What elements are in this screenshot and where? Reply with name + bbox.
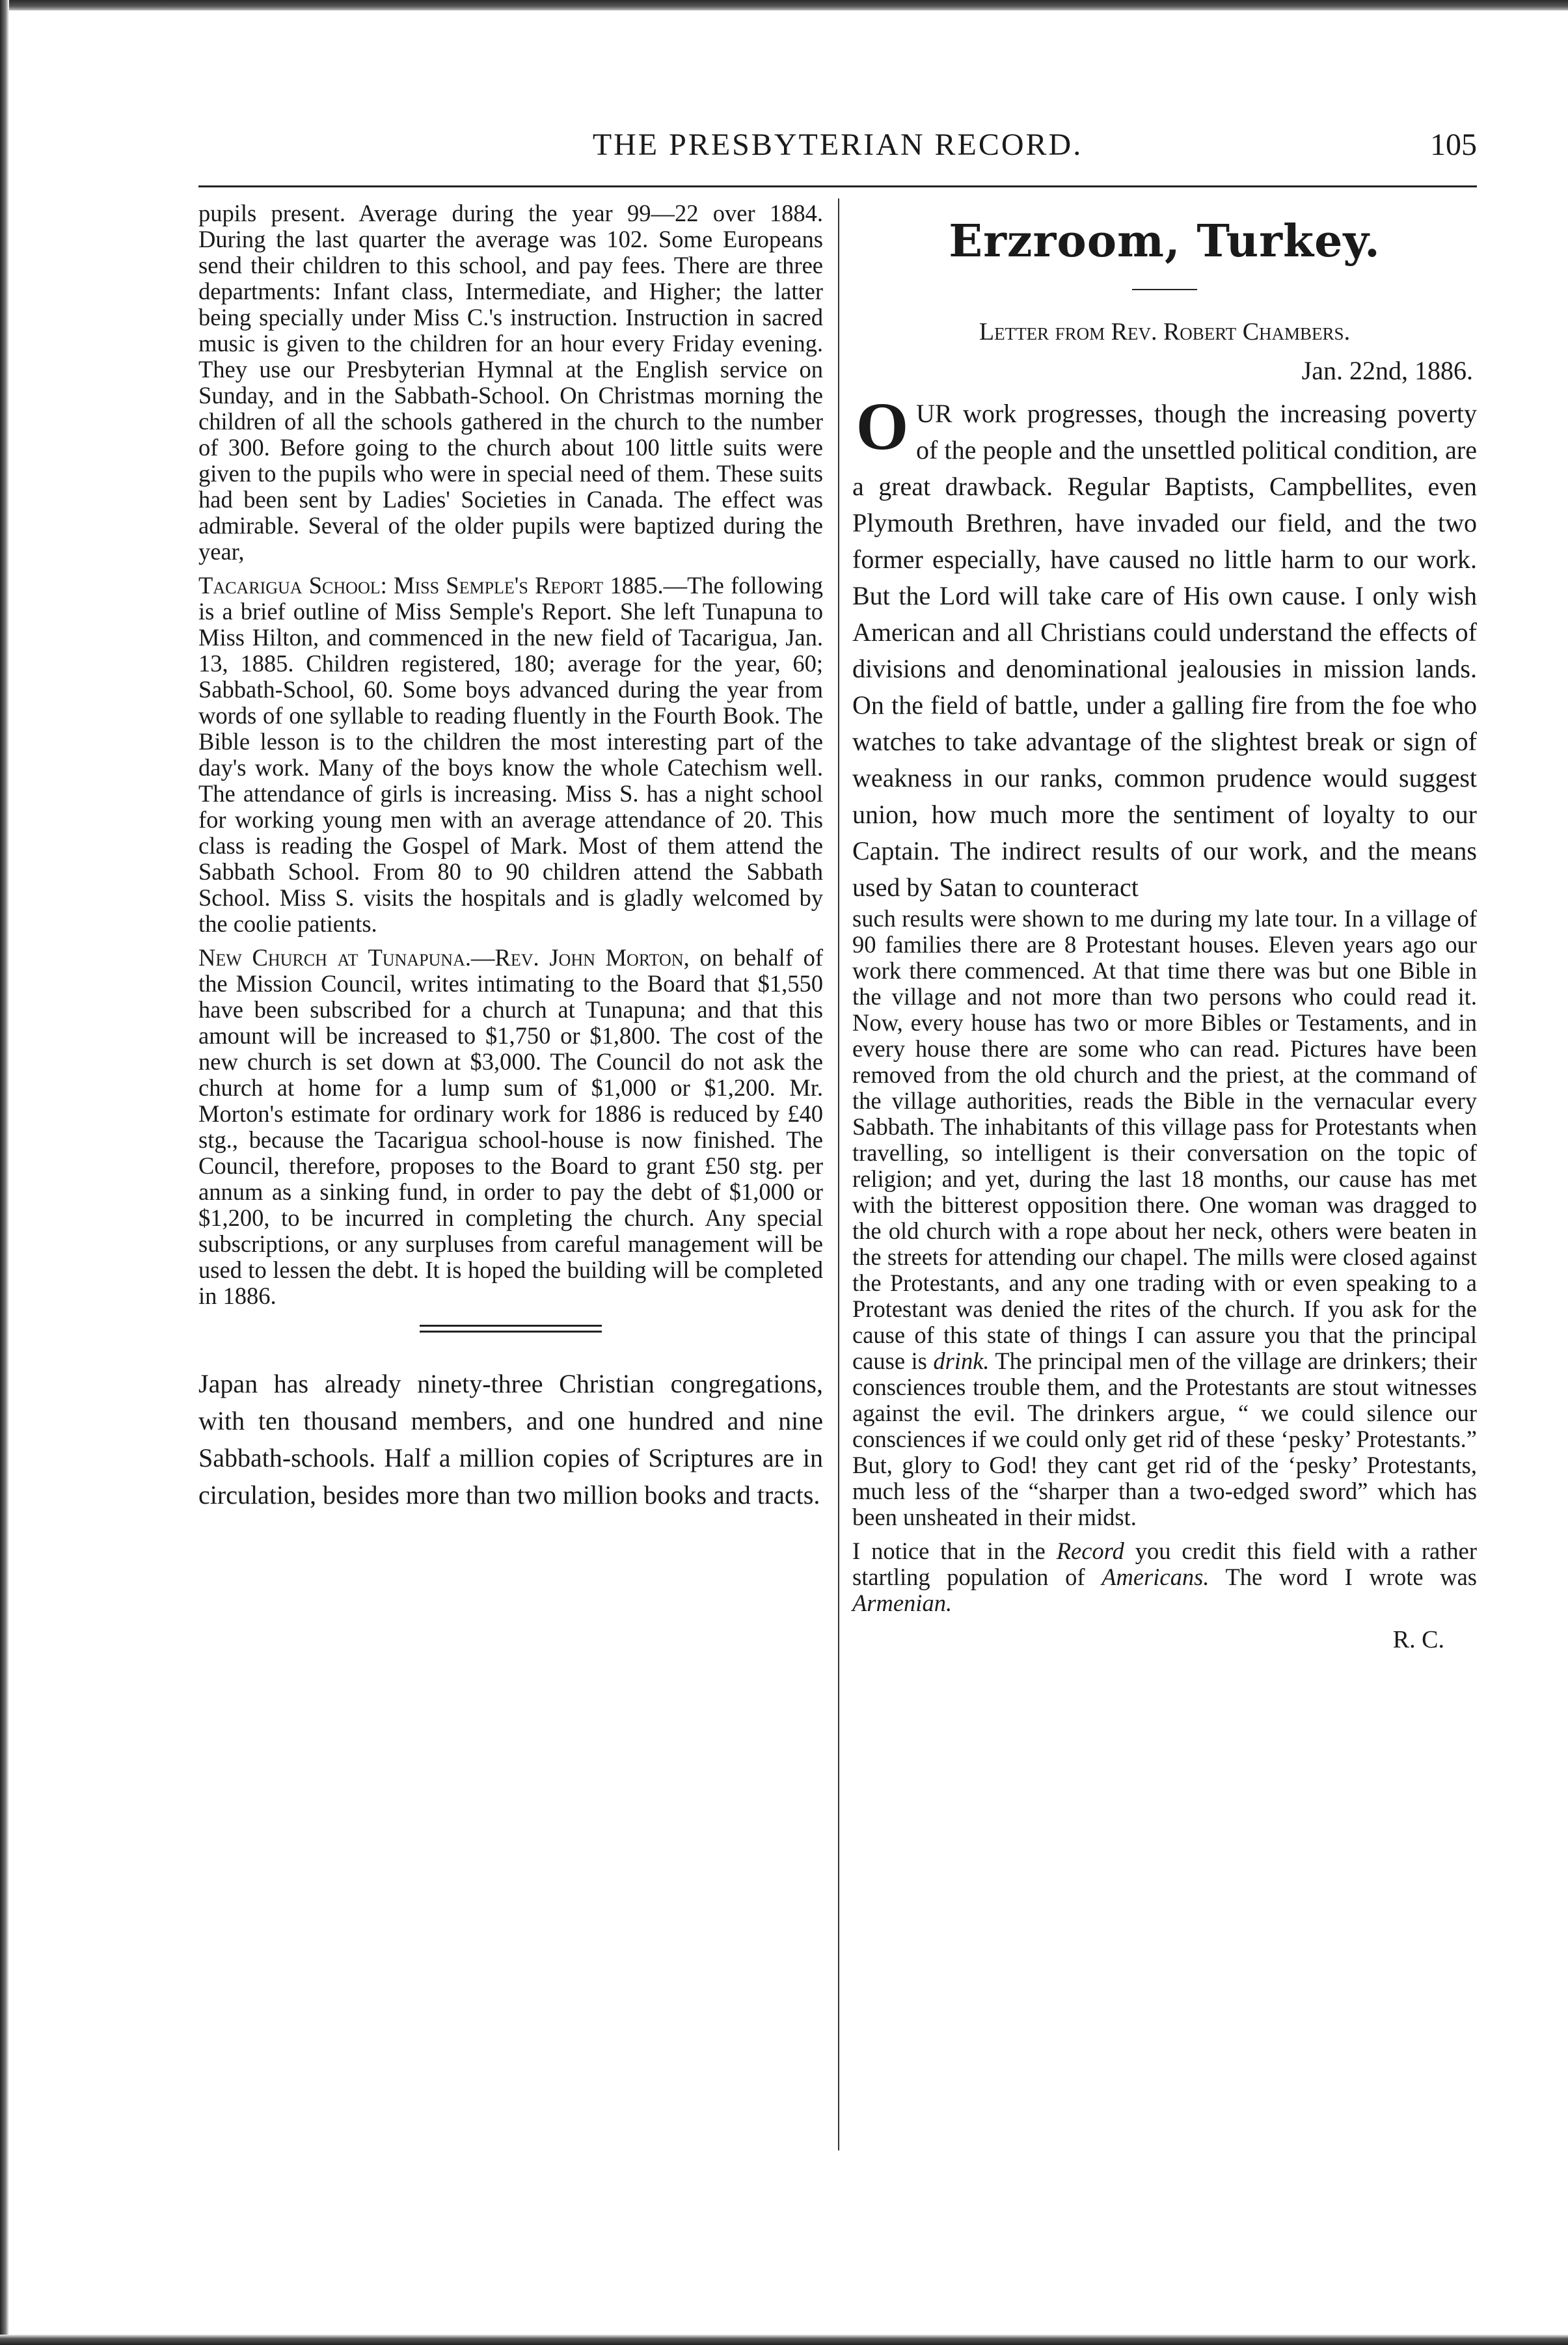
record-word: Record [1056, 1538, 1124, 1564]
letter-opening-text: UR work progresses, though the increasing poverty of the people and the unsettled political condition, are a great drawback. Regular Baptists, Campbellites, even Plymouth Brethren, have invaded our field, and the two former especially, have caused no little harm to our work. But the Lord will take care of His own cause. I only wish American and all Christians could understand the effects of divisions and denominational jealousies in mission lands. On the field of battle, under a galling fire from the foe who watches to take advantage of the slightest break or sign of weakness in our ranks, common prudence would suggest union, how much more the sentiment of loyalty to our Captain. The indirect results of our work, and the means used by Satan to counteract [852, 399, 1477, 902]
letter-body-text: such results were shown to me during my late tour. In a village of 90 families there are 8 Protestant houses. Eleven years ago our work there commenced. At that time there was but one Bible in the village and not more than two persons who could read it. Now, every house has two or more Bibles or Testaments, and in every house there are some who can read. Pictures have been removed from the old church and the priest, at the command of the village authorities, reads the Bible in the vernacular every Sabbath. The inhabitants of this village pass for Protestants when travelling, so intelligent is their conversation on the topic of religion; and yet, during the last 18 months, our cause has met with the bitterest opposition there. One woman was dragged to the old church with a rope about her neck, others were beaten in the streets for attending our chapel. The mills were closed against the Protestants, and any one trading with or even speaking to a Protestant was denied the rites of the church. If you ask for the cause of this state of things I can assure you that the principal cause is [852, 905, 1477, 1374]
mission-school-paragraph: pupils present. Average during the year 99—22 over 1884. During the last quarter the average was 102. Some Europeans send their children to this school, and pay fees. There are three departments: Infant class, Intermediate, and Higher; the latter being specially under Miss C.'s instruction. Instruction in sacred music is given to the children for an hour every Friday evening. They use our Presbyterian Hymnal at the English service on Sunday, and in the Sabbath-School. On Christmas morning the children of all the schools gathered in the church to the number of 300. Before going to the church about 100 little suits were given to the pupils who were in special need of them. These suits had been sent by Ladies' Societies in Canada. The effect was admirable. Several of the older pupils were baptized during the year, [198, 200, 823, 565]
japan-paragraph: Japan has already ninety-three Christian congregations, with ten thousand members, and one hundred and nine Sabbath-schools. Half a million copies of Scriptures are in circulation, besides more than two million books and tracts. [198, 1369, 823, 1510]
correction-mid2: The word I wrote was [1225, 1564, 1478, 1590]
section-separator [420, 1325, 602, 1333]
tacarigua-text: 1885.—The following is a brief outline of Miss Semple's Report. She left Tunapuna to Miss Hilton, and commenced in the new field of Tacarigua, Jan. 13, 1885. Children registered, 180; average for the year, 60; Sabbath-School, 60. Some boys advanced during the year from words of one syllable to reading fluently in the Fourth Book. The Bible lesson is to the children the most interesting part of the day's work. Many of the boys know the whole Catechism well. The attendance of girls is increasing. Miss S. has a night school for working young men with an average attendance of 20. This class is reading the Gospel of Mark. Most of them attend the Sabbath School. From 80 to 90 children attend the Sabbath School. Miss S. visits the hospitals and is gladly welcomed by the coolie patients. [198, 572, 824, 937]
tunapuna-author: —Rev. John Morton, [470, 944, 690, 971]
right-column [852, 200, 1477, 1655]
column-divider [838, 198, 839, 2150]
drop-cap: O [856, 389, 909, 464]
signature: R. C. [1392, 1626, 1444, 1653]
armenian-word: Armenian. [852, 1590, 953, 1616]
tacarigua-heading: Tacarigua School: Miss Semple's Report [198, 572, 604, 599]
letter-opening [852, 389, 1477, 906]
tacarigua-paragraph [198, 573, 823, 937]
tunapuna-text: on behalf of the Mission Council, writes intimating to the Board that $1,550 have been subscribed for a church at Tunapuna; and that this amount will be increased to $1,750 or $1,800. The cost of the new church is set down at $3,000. The Council do not ask the church at home for a lump sum of $1,000 or $1,200. Mr. Morton's estimate for ordinary work for 1886 is reduced by £40 stg., because the Tacarigua school-house is now finished. The Council, therefore, proposes to the Board to grant £50 stg. per annum as a sinking fund, in order to pay the debt of $1,000 or $1,200, to be incurred in completing the church. Any special subscriptions, or any surpluses from careful management will be used to lessen the debt. It is hoped the building will be completed in 1886. [198, 944, 824, 1309]
letter-body [852, 906, 1477, 1530]
americans-word: Americans. [1102, 1564, 1210, 1590]
page-top-edge [0, 0, 1568, 10]
letter-date: Jan. 22nd, 1886. [1301, 356, 1473, 385]
heading-rule [1132, 289, 1197, 290]
correction-paragraph [852, 1538, 1477, 1616]
page-bottom-edge [0, 2335, 1568, 2345]
correction-start: I notice that in the [852, 1538, 1046, 1564]
header-rule [198, 185, 1477, 187]
article-heading: Erzroom, Turkey. [949, 215, 1381, 267]
letter-body-end: The principal men of the village are drinkers; their consciences trouble them, and the Protestants are stout witnesses against the evil. The drinkers argue, “ we could silence our consciences if we could only get rid of these ‘pesky’ Protestants.” But, glory to God! they cant get rid of the ‘pesky’ Protestants, much less of the “sharper than a two-edged sword” which has been unsheated in their midst. [852, 1348, 1478, 1530]
tunapuna-heading: New Church at Tunapuna. [198, 944, 471, 971]
tunapuna-paragraph [198, 945, 823, 1309]
correction-mid: you credit this field with a rather startling population of [852, 1538, 1477, 1590]
page-number: 105 [1430, 128, 1477, 162]
left-column [198, 200, 823, 1521]
letter-byline: Letter from Rev. Robert Chambers. [979, 318, 1351, 346]
page-left-edge [0, 0, 9, 2345]
drink-word: drink. [933, 1348, 990, 1374]
running-head [198, 127, 1477, 172]
running-title: THE PRESBYTERIAN RECORD. [592, 128, 1083, 162]
